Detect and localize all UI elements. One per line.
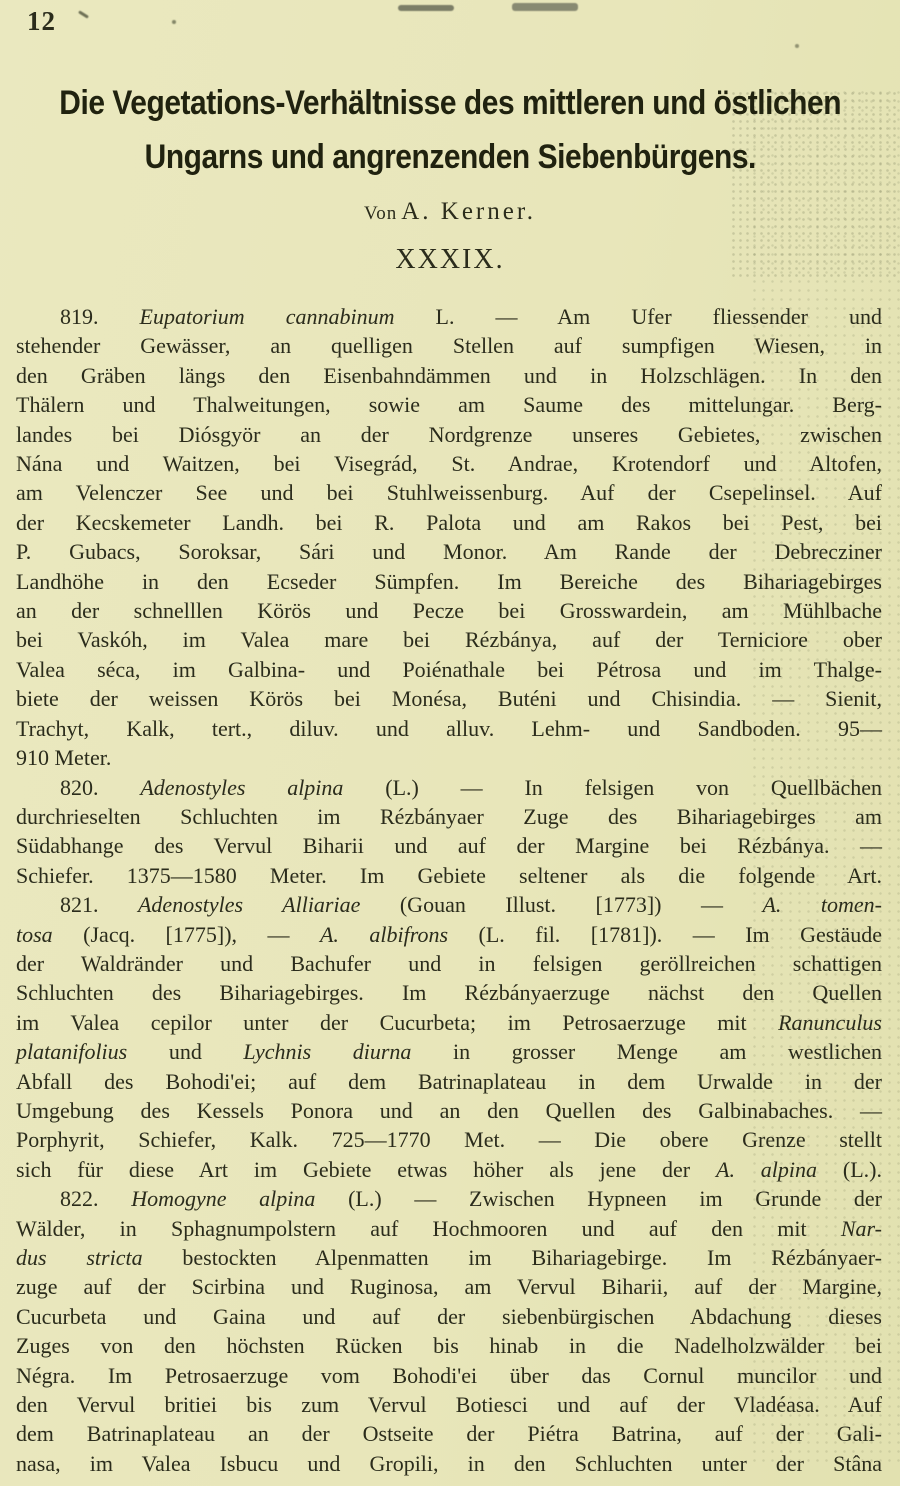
text-line: Négra. Im Petrosaerzuge vom Bohodi'ei über das Cornul muncilor und — [16, 1362, 882, 1388]
byline — [0, 198, 900, 226]
text-line: 910 Meter. — [16, 745, 112, 771]
scan-smudge — [795, 44, 799, 48]
text-line: Wälder, in Sphagnumpolstern auf Hochmooren und auf den mit Nar- — [16, 1215, 882, 1241]
paragraph-821 — [16, 890, 882, 1184]
text-line: 821. Adenostyles Alliariae (Gouan Illust. [1773]) — A. tomen- — [60, 892, 882, 918]
text-line: nasa, im Valea Isbucu und Gropili, in den Schluchten unter der Stâna — [16, 1450, 882, 1476]
text-line: Thälern und Thalweitungen, sowie am Saume des mittelungar. Berg- — [16, 392, 882, 418]
text-line: biete der weissen Körös bei Monésa, Buténi und Chisindia. — Sienit, — [16, 686, 882, 712]
section-heading: XXXIX. — [395, 244, 505, 275]
text-line: Zuges von den höchsten Rücken bis hinab in die Nadelholzwälder bei — [16, 1333, 882, 1359]
text-line: landes bei Diósgyör an der Nordgrenze unseres Gebietes, zwischen — [16, 421, 882, 447]
article-title-line-1: Die Vegetations-Verhältnisse des mittleren und östlichen — [59, 84, 841, 122]
text-line: Porphyrit, Schiefer, Kalk. 725—1770 Met. — Die obere Grenze stellt — [16, 1127, 882, 1153]
scan-smudge — [398, 5, 454, 11]
text-line: stehender Gewässer, an quelligen Stellen auf sumpfigen Wiesen, in — [16, 333, 882, 359]
text-line: Schiefer. 1375—1580 Meter. Im Gebiete seltener als die folgende Art. — [16, 862, 882, 888]
scan-smudge — [78, 10, 89, 18]
scan-smudge — [512, 3, 578, 11]
text-line: Landhöhe in den Ecseder Sümpfen. Im Bereiche des Bihariagebirges — [16, 568, 882, 594]
text-line: sich für diese Art im Gebiete etwas höher als jene der A. alpina (L.). — [16, 1156, 883, 1182]
text-line: am Velenczer See und bei Stuhlweissenburg. Auf der Csepelinsel. Auf — [16, 480, 882, 506]
article-title-line-2: Ungarns und angrenzenden Siebenbürgens. — [144, 138, 756, 176]
text-line: platanifolius und Lychnis diurna in grosser Menge am westlichen — [16, 1039, 882, 1065]
text-line: 820. Adenostyles alpina (L.) — In felsigen von Quellbächen — [60, 774, 883, 800]
text-line: durchrieselten Schluchten im Rézbányaer Zuge des Bihariagebirges am — [16, 803, 882, 829]
paragraph-819 — [16, 302, 882, 773]
text-line: zuge auf der Scirbina und Ruginosa, am Vervul Biharii, auf der Margine, — [16, 1274, 882, 1300]
text-line: Abfall des Bohodi'ei; auf dem Batrinaplateau in dem Urwalde in der — [16, 1068, 882, 1094]
text-line: den Gräben längs den Eisenbahndämmen und in Holzschlägen. In den — [16, 362, 882, 388]
paragraph-820 — [16, 773, 882, 891]
text-line: Nána und Waitzen, bei Visegrád, St. Andrae, Krotendorf und Altofen, — [16, 451, 882, 477]
text-line: Umgebung des Kessels Ponora und an den Quellen des Galbinabaches. — — [16, 1097, 882, 1123]
text-line: P. Gubacs, Soroksar, Sári und Monor. Am Rande der Debrecziner — [16, 539, 882, 565]
text-line: Schluchten des Bihariagebirges. Im Rézbányaerzuge nächst den Quellen — [16, 980, 882, 1006]
body-text — [16, 302, 882, 1478]
text-line: 819. Eupatorium cannabinum L. — Am Ufer fliessender und — [60, 304, 883, 329]
text-line: Cucurbeta und Gaina und auf der siebenbürgischen Abdachung dieses — [16, 1303, 882, 1329]
text-line: der Kecskemeter Landh. bei R. Palota und am Rakos bei Pest, bei — [16, 509, 882, 535]
paragraph-822 — [16, 1184, 882, 1478]
text-line: den Vervul britiei bis zum Vervul Botiesci und auf der Vladéasa. Auf — [16, 1392, 882, 1418]
text-line: dus stricta bestockten Alpenmatten im Bihariagebirge. Im Rézbányaer- — [16, 1245, 882, 1270]
text-line: Trachyt, Kalk, tert., diluv. und alluv. Lehm- und Sandboden. 95— — [16, 715, 882, 741]
byline-author: A. Kerner. — [401, 198, 537, 225]
text-line: dem Batrinaplateau an der Ostseite der Piétra Batrina, auf der Gali- — [16, 1421, 882, 1447]
scan-smudge — [172, 20, 176, 24]
text-line: der Waldränder und Bachufer und in felsigen geröllreichen schattigen — [16, 950, 882, 976]
byline-prefix: Von — [363, 203, 398, 224]
text-line: 822. Homogyne alpina (L.) — Zwischen Hypneen im Grunde der — [60, 1186, 883, 1212]
text-line: im Valea cepilor unter der Cucurbeta; im Petrosaerzuge mit Ranunculus — [16, 1009, 882, 1035]
text-line: Südabhange des Vervul Biharii und auf der Margine bei Rézbánya. — — [16, 833, 882, 859]
text-line: Valea séca, im Galbina- und Poiénathale bei Pétrosa und im Thalge- — [16, 656, 882, 682]
text-line: tosa (Jacq. [1775]), — A. albifrons (L. fil. [1781]). — Im Gestäude — [16, 921, 882, 947]
article-title — [0, 76, 900, 184]
page-number: 12 — [27, 6, 56, 36]
text-line: bei Vaskóh, im Valea mare bei Rézbánya, auf der Terniciore ober — [16, 627, 882, 653]
text-line: an der schnelllen Körös und Pecze bei Grosswardein, am Mühlbache — [16, 598, 882, 624]
